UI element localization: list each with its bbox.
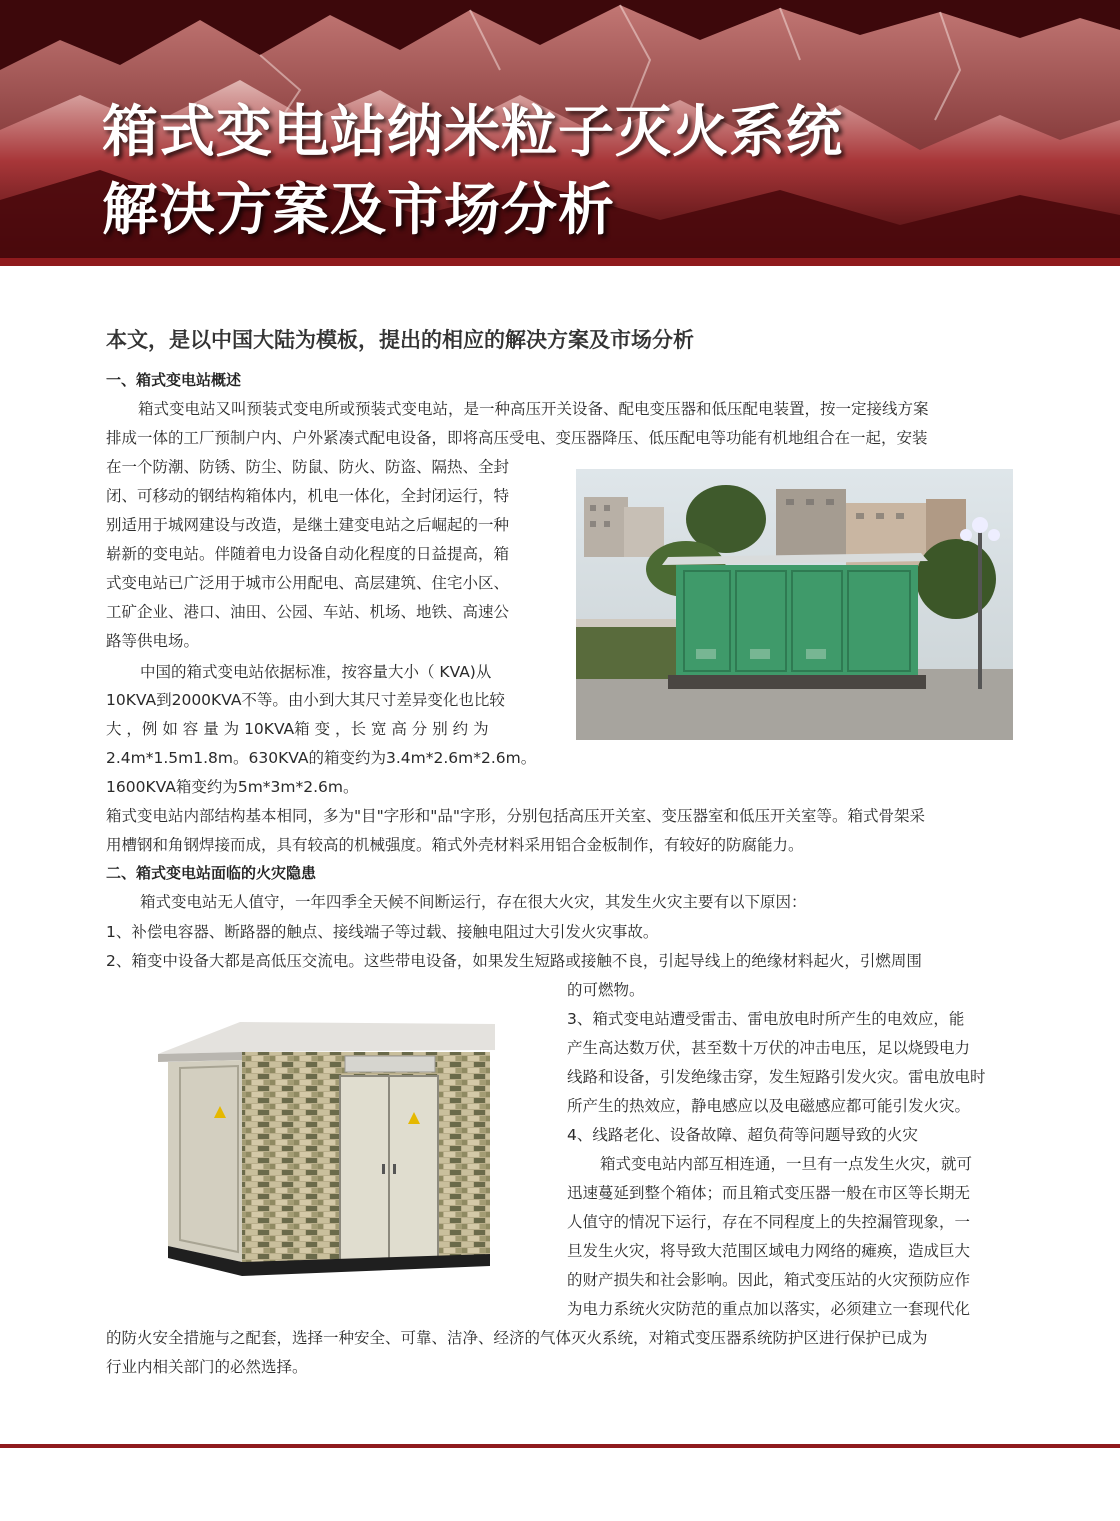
paragraph-line: 2、箱变中设备大都是高低压交流电。这些带电设备，如果发生短路或接触不良，引起导线上的绝缘材料起火，引燃周围 <box>106 952 922 970</box>
paragraph-line: 的可燃物。 <box>567 981 645 999</box>
paragraph-line: 产生高达数万伏，甚至数十万伏的冲击电压，足以烧毁电力 <box>567 1039 971 1057</box>
paragraph-line: 10KVA到2000KVA不等。由小到大其尺寸差异变化也比较 <box>106 691 505 709</box>
paragraph-line: 1、补偿电容器、断路器的触点、接线端子等过载、接触电阻过大引发火灾事故。 <box>106 923 659 941</box>
paragraph-line: 在一个防潮、防锈、防尘、防鼠、防火、防盗、隔热、全封 <box>106 458 510 476</box>
paragraph-line: 闭、可移动的钢结构箱体内，机电一体化，全封闭运行，特 <box>106 487 510 505</box>
footer-divider <box>0 1444 1120 1448</box>
banner-divider <box>0 258 1120 266</box>
article-subtitle: 本文，是以中国大陆为模板，提出的相应的解决方案及市场分析 <box>106 328 694 352</box>
section-2-heading: 二、箱式变电站面临的火灾隐患 <box>106 864 317 882</box>
paragraph-line: 工矿企业、港口、油田、公园、车站、机场、地铁、高速公 <box>106 603 510 621</box>
paragraph-line: 的财产损失和社会影响。因此，箱式变压站的火灾预防应作 <box>567 1271 971 1289</box>
paragraph-line: 崭新的变电站。伴随着电力设备自动化程度的日益提高，箱 <box>106 545 510 563</box>
paragraph-line: 3、箱式变电站遭受雷击、雷电放电时所产生的电效应，能 <box>567 1010 965 1028</box>
paragraph-line: 旦发生火灾，将导致大范围区域电力网络的瘫痪，造成巨大 <box>567 1242 971 1260</box>
paragraph-line: 箱式变电站内部互相连通，一旦有一点发生火灾，就可 <box>600 1155 973 1173</box>
page-title-line-1: 箱式变电站纳米粒子灭火系统 <box>102 100 843 165</box>
paragraph-line: 箱式变电站内部结构基本相同，多为"目"字形和"品"字形，分别包括高压开关室、变压器室和低压开关室等。箱式骨架采 <box>106 807 926 825</box>
brick-substation-photo <box>150 1014 500 1284</box>
paragraph-line: 箱式变电站无人值守，一年四季全天候不间断运行，存在很大火灾，其发生火灾主要有以下原因： <box>140 893 807 911</box>
paragraph-line: 4、线路老化、设备故障、超负荷等问题导致的火灾 <box>567 1126 918 1144</box>
paragraph-line: 路等供电场。 <box>106 632 200 650</box>
paragraph-line: 人值守的情况下运行，存在不同程度上的失控漏管现象，一 <box>567 1213 971 1231</box>
paragraph-line: 式变电站已广泛用于城市公用配电、高层建筑、住宅小区、 <box>106 574 510 592</box>
paragraph-line: 箱式变电站又叫预装式变电所或预装式变电站，是一种高压开关设备、配电变压器和低压配电装置，按一定接线方案 <box>138 400 929 418</box>
paragraph-line: 中国的箱式变电站依据标准，按容量大小（ KVA)从 <box>140 663 492 681</box>
paragraph-line: 迅速蔓延到整个箱体；而且箱式变压器一般在市区等长期无 <box>567 1184 971 1202</box>
paragraph-line: 为电力系统火灾防范的重点加以落实，必须建立一套现代化 <box>567 1300 971 1318</box>
paragraph-line: 2.4m*1.5m1.8m。630KVA的箱变约为3.4m*2.6m*2.6m。 <box>106 749 537 767</box>
paragraph-line: 用槽钢和角钢焊接而成，具有较高的机械强度。箱式外壳材料采用铝合金板制作，有较好的防腐能力。 <box>106 836 804 854</box>
green-substation-photo <box>576 469 1013 740</box>
section-1-heading: 一、箱式变电站概述 <box>106 371 242 389</box>
paragraph-line: 所产生的热效应，静电感应以及电磁感应都可能引发火灾。 <box>567 1097 971 1115</box>
paragraph-line: 排成一体的工厂预制户内、户外紧凑式配电设备，即将高压受电、变压器降压、低压配电等功能有机地组合在一起，安装 <box>106 429 928 447</box>
paragraph-line: 大 ，例 如 容 量 为 10KVA箱 变 ，长 宽 高 分 别 约 为 <box>106 720 489 738</box>
header-banner <box>0 0 1120 266</box>
paragraph-line: 别适用于城网建设与改造，是继土建变电站之后崛起的一种 <box>106 516 510 534</box>
paragraph-line: 线路和设备，引发绝缘击穿，发生短路引发火灾。雷电放电时 <box>567 1068 986 1086</box>
paragraph-line: 的防火安全措施与之配套，选择一种安全、可靠、洁净、经济的气体灭火系统，对箱式变压器系统防护区进行保护已成为 <box>106 1329 928 1347</box>
paragraph-line: 1600KVA箱变约为5m*3m*2.6m。 <box>106 778 359 796</box>
paragraph-line: 行业内相关部门的必然选择。 <box>106 1358 308 1376</box>
page-title-line-2: 解决方案及市场分析 <box>102 178 615 243</box>
